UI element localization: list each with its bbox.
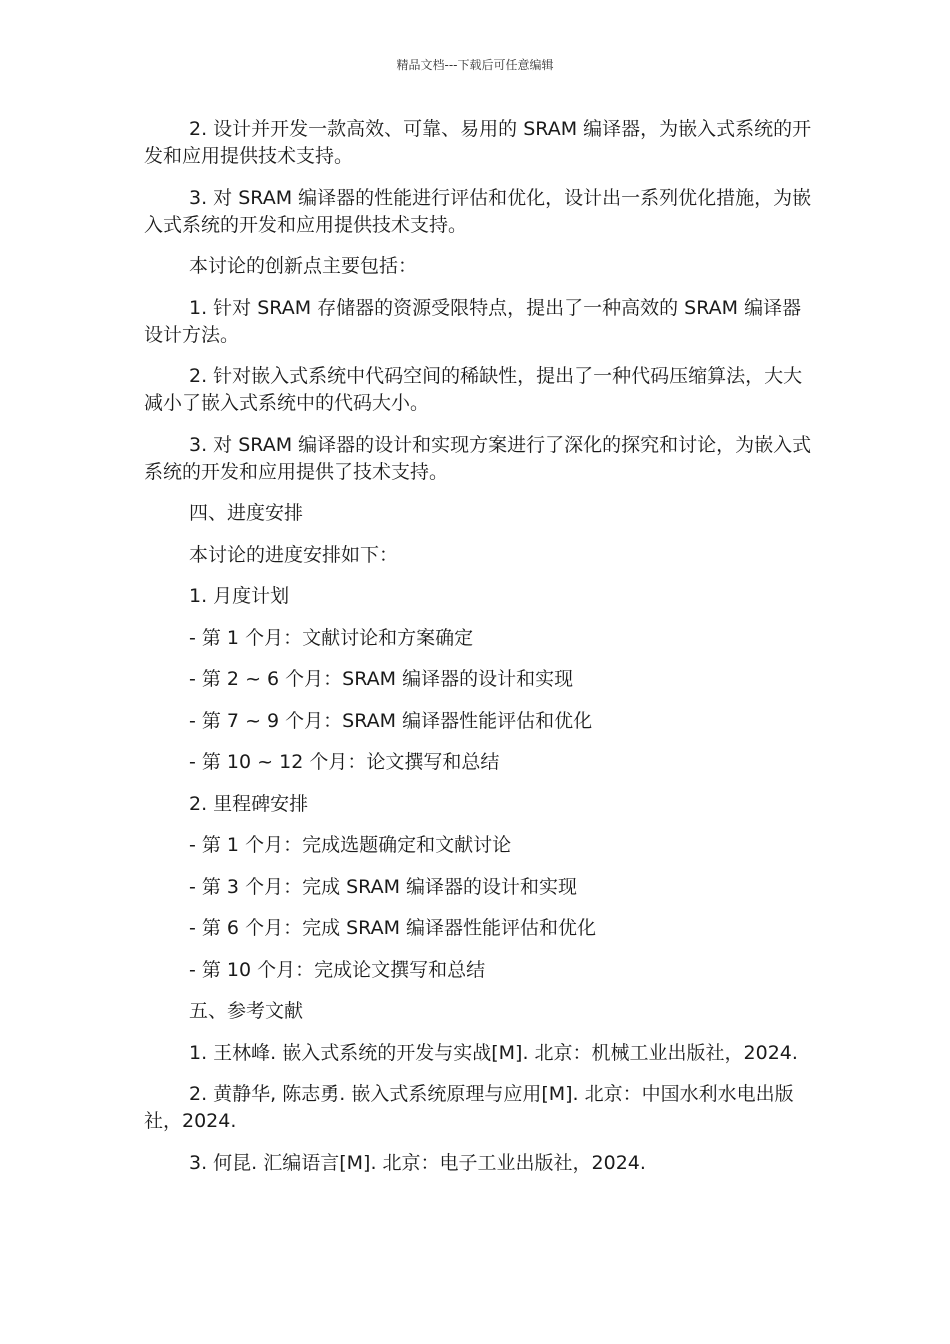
paragraph-innovation-2: 2. 针对嵌入式系统中代码空间的稀缺性，提出了一种代码压缩算法，大大减小了嵌入式系统中的代码大小。	[144, 365, 803, 414]
list-item-milestone-6: - 第 6 个月：完成 SRAM 编译器性能评估和优化	[189, 917, 597, 939]
reference-2: 2. 黄静华, 陈志勇. 嵌入式系统原理与应用[M]. 北京：中国水利水电出版社，2024.	[144, 1083, 794, 1132]
section-heading-references: 五、参考文献	[189, 1000, 304, 1022]
paragraph-innovation-3: 3. 对 SRAM 编译器的设计和实现方案进行了深化的探究和讨论，为嵌入式系统的开发和应用提供了技术支持。	[144, 433, 812, 483]
subheading-monthly-plan: 1. 月度计划	[189, 585, 290, 607]
subheading-milestones: 2. 里程碑安排	[189, 792, 309, 815]
reference-3: 3. 何昆. 汇编语言[M]. 北京：电子工业出版社，2024.	[189, 1151, 646, 1174]
paragraph-schedule-intro: 本讨论的进度安排如下：	[189, 543, 399, 566]
list-item-milestone-10: - 第 10 个月：完成论文撰写和总结	[189, 958, 486, 981]
reference-1: 1. 王林峰. 嵌入式系统的开发与实战[M]. 北京：机械工业出版社，2024.	[189, 1041, 798, 1064]
list-item-month-10-12: - 第 10 ~ 12 个月：论文撰写和总结	[189, 751, 500, 773]
list-item-milestone-1: - 第 1 个月：完成选题确定和文献讨论	[189, 834, 512, 856]
list-item-milestone-3: - 第 3 个月：完成 SRAM 编译器的设计和实现	[189, 875, 578, 898]
list-item-month-7-9: - 第 7 ~ 9 个月：SRAM 编译器性能评估和优化	[189, 709, 593, 732]
list-item-month-1: - 第 1 个月：文献讨论和方案确定	[189, 626, 474, 649]
page-header: 精品文档---下载后可任意编辑	[396, 58, 554, 72]
paragraph-innovation-1: 1. 针对 SRAM 存储器的资源受限特点，提出了一种高效的 SRAM 编译器设计方法。	[144, 296, 802, 346]
section-heading-schedule: 四、进度安排	[189, 502, 304, 524]
list-item-month-2-6: - 第 2 ~ 6 个月：SRAM 编译器的设计和实现	[189, 668, 574, 690]
paragraph-goal-2: 2. 设计并开发一款高效、可靠、易用的 SRAM 编译器，为嵌入式系统的开发和应用提供技术支持。	[144, 118, 812, 167]
paragraph-goal-3: 3. 对 SRAM 编译器的性能进行评估和优化，设计出一系列优化措施，为嵌入式系统的开发和应用提供技术支持。	[144, 186, 812, 236]
document-body	[144, 116, 812, 1191]
paragraph-innovation-intro: 本讨论的创新点主要包括：	[189, 255, 418, 277]
